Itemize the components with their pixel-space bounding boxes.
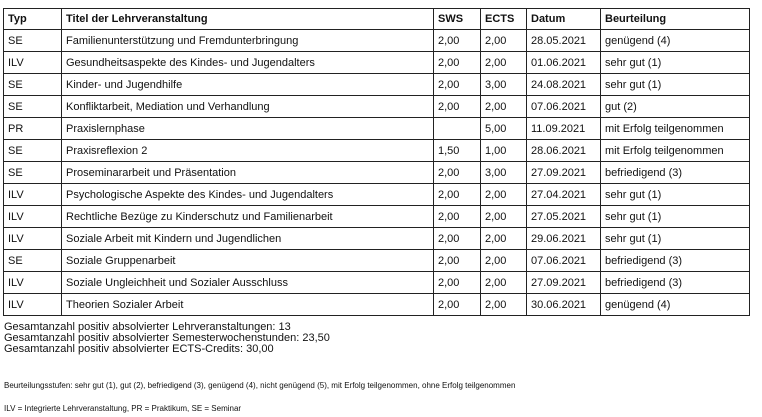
table-row: [4, 206, 750, 228]
cell-title: Soziale Gruppenarbeit: [62, 250, 434, 272]
cell-title: Konfliktarbeit, Mediation und Verhandlung: [62, 96, 434, 118]
summary-ects: Gesamtanzahl positiv absolvierter ECTS-Credits: 30,00: [4, 343, 274, 355]
cell-sws: 2,00: [434, 162, 481, 184]
cell-title: Kinder- und Jugendhilfe: [62, 74, 434, 96]
cell-sws: 2,00: [434, 184, 481, 206]
table-row: [4, 52, 750, 74]
header-date: Datum: [527, 9, 601, 30]
cell-ects: 2,00: [481, 52, 527, 74]
table-row: [4, 250, 750, 272]
grades-table: [3, 8, 750, 316]
cell-date: 24.08.2021: [527, 74, 601, 96]
cell-title: Familienunterstützung und Fremdunterbringung: [62, 30, 434, 52]
cell-title: Praxislernphase: [62, 118, 434, 140]
table-row: [4, 118, 750, 140]
cell-sws: 2,00: [434, 96, 481, 118]
table-row: [4, 184, 750, 206]
cell-ects: 2,00: [481, 96, 527, 118]
cell-ects: 2,00: [481, 30, 527, 52]
cell-sws: 2,00: [434, 52, 481, 74]
cell-grade: befriedigend (3): [601, 250, 750, 272]
cell-ects: 2,00: [481, 206, 527, 228]
header-grade: Beurteilung: [601, 9, 750, 30]
cell-sws: 2,00: [434, 74, 481, 96]
cell-title: Rechtliche Bezüge zu Kinderschutz und Familienarbeit: [62, 206, 434, 228]
cell-ects: 2,00: [481, 250, 527, 272]
header-ects: ECTS: [481, 9, 527, 30]
table-row: [4, 162, 750, 184]
grading-scale-legend: Beurteilungsstufen: sehr gut (1), gut (2), befriedigend (3), genügend (4), nicht genügend (5), mit Erfolg teilgenommen, ohne Erfolg teilgenommen: [4, 381, 516, 390]
cell-date: 27.09.2021: [527, 162, 601, 184]
cell-typ: ILV: [4, 184, 62, 206]
cell-grade: mit Erfolg teilgenommen: [601, 118, 750, 140]
cell-grade: genügend (4): [601, 294, 750, 316]
cell-ects: 1,00: [481, 140, 527, 162]
table-row: [4, 96, 750, 118]
cell-ects: 3,00: [481, 74, 527, 96]
summary-courses: Gesamtanzahl positiv absolvierter Lehrveranstaltungen: 13: [4, 321, 291, 333]
cell-title: Soziale Arbeit mit Kindern und Jugendlichen: [62, 228, 434, 250]
cell-date: 28.05.2021: [527, 30, 601, 52]
cell-grade: sehr gut (1): [601, 184, 750, 206]
cell-date: 07.06.2021: [527, 250, 601, 272]
type-abbreviation-legend: ILV = Integrierte Lehrveranstaltung, PR = Praktikum, SE = Seminar: [4, 404, 242, 413]
cell-typ: SE: [4, 250, 62, 272]
table-row: [4, 140, 750, 162]
cell-sws: 2,00: [434, 206, 481, 228]
cell-typ: ILV: [4, 294, 62, 316]
header-sws: SWS: [434, 9, 481, 30]
cell-date: 27.04.2021: [527, 184, 601, 206]
cell-typ: ILV: [4, 206, 62, 228]
cell-typ: PR: [4, 118, 62, 140]
cell-grade: gut (2): [601, 96, 750, 118]
cell-ects: 3,00: [481, 162, 527, 184]
cell-grade: sehr gut (1): [601, 74, 750, 96]
cell-date: 11.09.2021: [527, 118, 601, 140]
cell-title: Soziale Ungleichheit und Sozialer Ausschluss: [62, 272, 434, 294]
summary-sws: Gesamtanzahl positiv absolvierter Semesterwochenstunden: 23,50: [4, 332, 330, 344]
table-row: [4, 228, 750, 250]
summary-block: [4, 322, 330, 355]
cell-date: 27.05.2021: [527, 206, 601, 228]
cell-typ: SE: [4, 96, 62, 118]
table-row: [4, 294, 750, 316]
cell-grade: sehr gut (1): [601, 206, 750, 228]
cell-sws: [434, 118, 481, 140]
cell-grade: genügend (4): [601, 30, 750, 52]
cell-title: Proseminararbeit und Präsentation: [62, 162, 434, 184]
cell-typ: SE: [4, 74, 62, 96]
cell-date: 01.06.2021: [527, 52, 601, 74]
cell-ects: 2,00: [481, 272, 527, 294]
cell-ects: 2,00: [481, 184, 527, 206]
cell-title: Theorien Sozialer Arbeit: [62, 294, 434, 316]
cell-grade: befriedigend (3): [601, 272, 750, 294]
cell-title: Psychologische Aspekte des Kindes- und Jugendalters: [62, 184, 434, 206]
cell-sws: 2,00: [434, 272, 481, 294]
cell-typ: SE: [4, 162, 62, 184]
cell-date: 30.06.2021: [527, 294, 601, 316]
cell-typ: ILV: [4, 52, 62, 74]
cell-title: Gesundheitsaspekte des Kindes- und Jugendalters: [62, 52, 434, 74]
cell-grade: sehr gut (1): [601, 228, 750, 250]
cell-grade: befriedigend (3): [601, 162, 750, 184]
cell-sws: 2,00: [434, 294, 481, 316]
cell-sws: 2,00: [434, 250, 481, 272]
header-typ: Typ: [4, 9, 62, 30]
cell-date: 27.09.2021: [527, 272, 601, 294]
cell-sws: 1,50: [434, 140, 481, 162]
cell-date: 29.06.2021: [527, 228, 601, 250]
cell-ects: 2,00: [481, 228, 527, 250]
cell-sws: 2,00: [434, 228, 481, 250]
cell-ects: 5,00: [481, 118, 527, 140]
cell-typ: SE: [4, 140, 62, 162]
cell-title: Praxisreflexion 2: [62, 140, 434, 162]
table-header-row: [4, 9, 750, 30]
cell-sws: 2,00: [434, 30, 481, 52]
cell-date: 28.06.2021: [527, 140, 601, 162]
header-title: Titel der Lehrveranstaltung: [62, 9, 434, 30]
table-row: [4, 272, 750, 294]
cell-ects: 2,00: [481, 294, 527, 316]
table-row: [4, 30, 750, 52]
cell-typ: SE: [4, 30, 62, 52]
table-row: [4, 74, 750, 96]
cell-typ: ILV: [4, 272, 62, 294]
cell-date: 07.06.2021: [527, 96, 601, 118]
cell-grade: sehr gut (1): [601, 52, 750, 74]
cell-typ: ILV: [4, 228, 62, 250]
cell-grade: mit Erfolg teilgenommen: [601, 140, 750, 162]
